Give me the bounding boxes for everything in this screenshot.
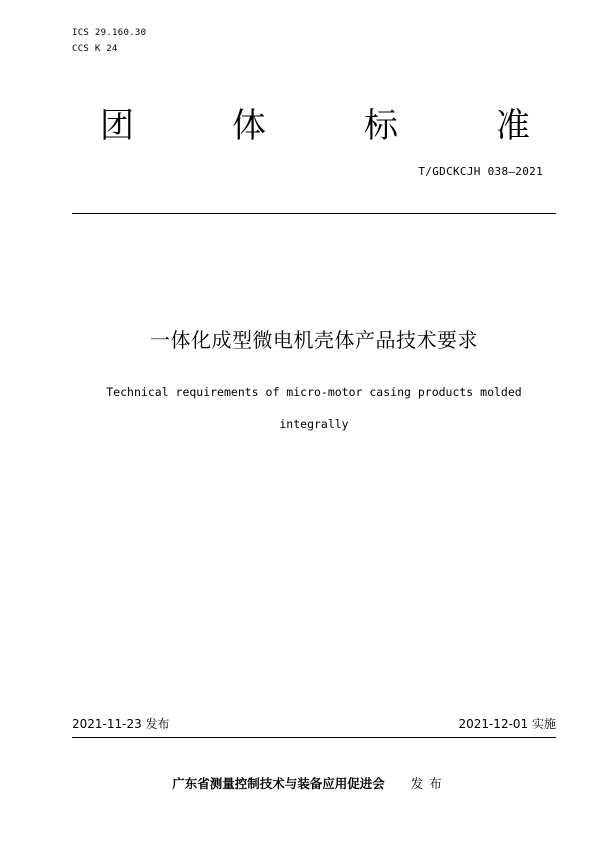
- publish-date: 2021-11-23 发布: [72, 717, 170, 731]
- ics-code: ICS 29.160.30: [72, 28, 147, 38]
- ccs-code: CCS K 24: [72, 44, 118, 54]
- standard-kind-heading: [100, 100, 530, 152]
- publisher-name: 广东省测量控制技术与装备应用促进会: [172, 776, 385, 791]
- document-title-chinese: 一体化成型微电机壳体产品技术要求: [150, 328, 478, 352]
- english-title-line: integrally: [279, 417, 349, 431]
- standard-kind-char: 标: [364, 106, 398, 146]
- classification-codes: [72, 25, 146, 57]
- standard-kind-char: 团: [100, 106, 134, 146]
- publisher-action: 发布: [410, 776, 448, 791]
- document-title-english: [0, 376, 600, 440]
- standard-kind-char: 体: [232, 106, 266, 146]
- implement-date: 2021-12-01 实施: [458, 717, 556, 731]
- top-divider: [72, 213, 556, 214]
- publisher-line: [0, 774, 600, 794]
- bottom-divider: [72, 737, 556, 738]
- standard-kind-char: 准: [496, 106, 530, 146]
- english-title-line: Technical requirements of micro-motor casing products molded: [106, 385, 522, 399]
- standard-number: T/GDCKCJH 038—2021: [418, 165, 543, 178]
